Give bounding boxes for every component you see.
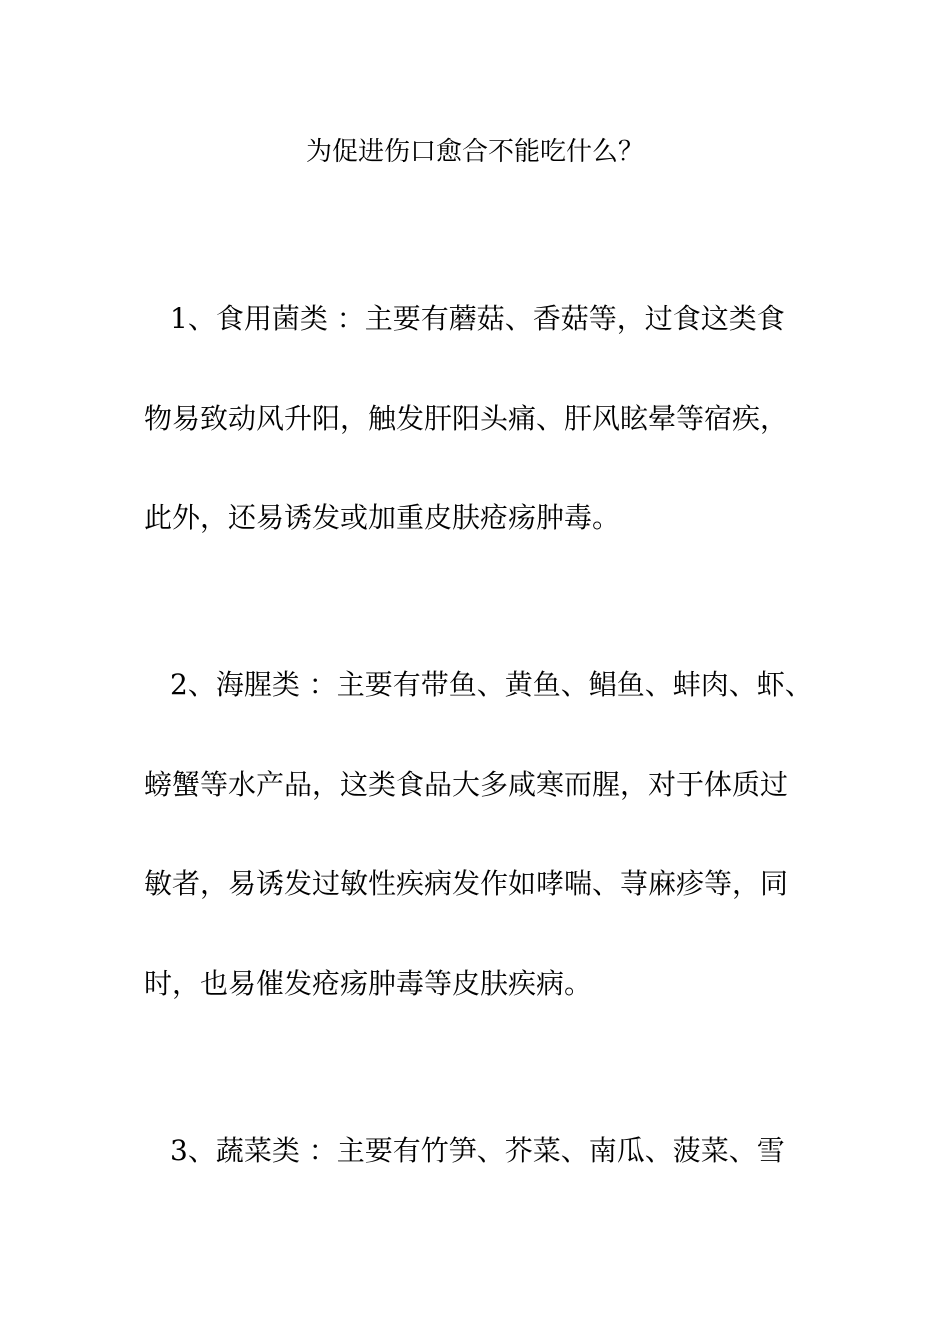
paragraph-2-line-2: 螃蟹等水产品，这类食品大多咸寒而腥，对于体质过 xyxy=(144,768,789,801)
paragraph-3-line-1: 3、蔬菜类 ：主要有竹笋、芥菜、南瓜、菠菜、雪 xyxy=(170,1134,785,1167)
document-title: 为促进伤口愈合不能吃什么？ xyxy=(305,137,644,167)
paragraph-2-line-4: 时，也易催发疮疡肿毒等皮肤疾病。 xyxy=(144,967,593,1000)
paragraph-2-line-3: 敏者，易诱发过敏性疾病发作如哮喘、荨麻疹等，同 xyxy=(144,867,789,900)
paragraph-1-line-3: 此外，还易诱发或加重皮肤疮疡肿毒。 xyxy=(144,501,621,534)
paragraph-1-line-2: 物易致动风升阳，触发肝阳头痛、肝风眩晕等宿疾， xyxy=(144,402,789,435)
paragraph-2-line-1: 2、海腥类 ：主要有带鱼、黄鱼、鲳鱼、蚌肉、虾、 xyxy=(170,668,813,701)
paragraph-1-line-1: 1、食用菌类 ：主要有蘑菇、香菇等，过食这类食 xyxy=(170,302,785,335)
